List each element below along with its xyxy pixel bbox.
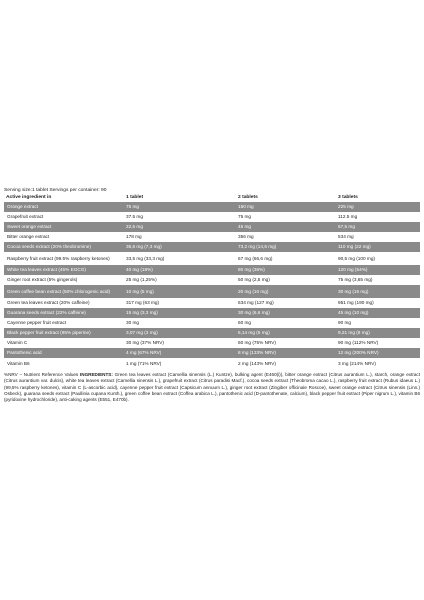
table-row — [4, 318, 420, 328]
table-row — [4, 338, 420, 348]
amount-1-tablet: 22,5 mg — [124, 222, 236, 232]
table-header — [4, 194, 420, 202]
table-body — [4, 202, 420, 370]
amount-2-tablets: 2 mg (143% NRV) — [236, 358, 336, 370]
amount-1-tablet: 15 mg (3,3 mg) — [124, 308, 236, 318]
table-row — [4, 308, 420, 318]
amount-1-tablet: 36,6 mg (7,3 mg) — [124, 242, 236, 252]
amount-1-tablet: 25 mg (1,25%) — [124, 275, 236, 285]
header-ingredient: Active ingredient in — [6, 195, 52, 200]
amount-2-tablets: 75 mg — [236, 212, 336, 222]
ingredient-name: Sweet orange extract — [4, 222, 124, 232]
amount-2-tablets: 20 mg (10 mg) — [236, 285, 336, 298]
amount-2-tablets: 50 mg (2,5 mg) — [236, 275, 336, 285]
ingredient-name: Pantothenic acid — [4, 348, 124, 358]
table-row — [4, 358, 420, 370]
supplement-facts — [4, 187, 420, 403]
table-row — [4, 212, 420, 222]
amount-3-tablets: 9,21 mg (9 mg) — [336, 328, 420, 338]
amount-1-tablet: 317 mg (63 mg) — [124, 298, 236, 308]
table-row — [4, 252, 420, 265]
amount-3-tablets: 225 mg — [336, 202, 420, 212]
amount-1-tablet: 30 mg (37% NRV) — [124, 338, 236, 348]
amount-2-tablets: 8 mg (133% NRV) — [236, 348, 336, 358]
amount-1-tablet: 1 mg (71% NRV) — [124, 358, 236, 370]
header-2-tablets: 2 tablets — [238, 195, 258, 200]
amount-3-tablets: 45 mg (10 mg) — [336, 308, 420, 318]
amount-3-tablets: 90 mg (112% NRV) — [336, 338, 420, 348]
amount-3-tablets: 12 mg (200% NRV) — [336, 348, 420, 358]
ingredient-name: Ginger root extract (5% gingerols) — [4, 275, 124, 285]
amount-3-tablets: 112.5 mg — [336, 212, 420, 222]
table-row — [4, 242, 420, 252]
amount-2-tablets: 60 mg — [236, 318, 336, 328]
ingredient-name: Cocoa seeds extract (20% theobromine) — [4, 242, 124, 252]
ingredient-name: Grapefruit extract — [4, 212, 124, 222]
amount-2-tablets: 150 mg — [236, 202, 336, 212]
ingredient-name: Vitamin C — [4, 338, 124, 348]
amount-1-tablet: 10 mg (5 mg) — [124, 285, 236, 298]
amount-1-tablet: 75 mg — [124, 202, 236, 212]
table-row — [4, 275, 420, 285]
amount-1-tablet: 178 mg — [124, 232, 236, 242]
ingredient-name: Orange extract — [4, 202, 124, 212]
ingredient-name: Raspberry fruit extract (99.5% raspberry ketones) — [4, 252, 124, 265]
nrv-note: %NRV – Nutrient Reference Values — [4, 372, 80, 377]
amount-1-tablet: 40 mg (18%) — [124, 265, 236, 275]
amount-2-tablets: 634 mg (127 mg) — [236, 298, 336, 308]
amount-1-tablet: 30 mg — [124, 318, 236, 328]
amount-3-tablets: 110 mg (22 mg) — [336, 242, 420, 252]
amount-2-tablets: 60 mg (75% NRV) — [236, 338, 336, 348]
amount-2-tablets: 45 mg — [236, 222, 336, 232]
amount-3-tablets: 67,5 mg — [336, 222, 420, 232]
amount-2-tablets: 67 mg (66,6 mg) — [236, 252, 336, 265]
amount-3-tablets: 534 mg — [336, 232, 420, 242]
table-row — [4, 222, 420, 232]
table-row — [4, 265, 420, 275]
amount-1-tablet: 3,07 mg (3 mg) — [124, 328, 236, 338]
ingredients-note — [4, 372, 420, 403]
ingredients-table — [4, 194, 420, 370]
amount-2-tablets: 80 mg (36%) — [236, 265, 336, 275]
ingredient-name: Black pepper fruit extract (95% piperine) — [4, 328, 124, 338]
amount-1-tablet: 37.5 mg — [124, 212, 236, 222]
amount-2-tablets: 30 mg (6,6 mg) — [236, 308, 336, 318]
table-row — [4, 285, 420, 298]
table-row — [4, 232, 420, 242]
amount-3-tablets: 75 mg (3,65 mg) — [336, 275, 420, 285]
amount-3-tablets: 30 mg (15 mg) — [336, 285, 420, 298]
table-row — [4, 202, 420, 212]
ingredients-list: Green tea leaves extract (Camellia sinensis (L.) Kuntze), bulking agent (E460(i)), bitter orange extract (Citrus aurantium L.), starch, orange extract (Citrus aurantium var. dulcis), white tea leaves extract (Camellia sinensis L.), grapefruit extract (Citrus paradisi Macf.), cocoa seeds extract (Theobroma cacao L.), raspberry fruit extract (Rubus idaeus L.)(99,5% raspberry ketones), vitamin C (L-ascorbic acid), cayenne pepper fruit extract (Capsicum annuum L.), ginger root extract (Zingiber officinale Roscoe), sweet orange extract (Citrus sinensis (Linn.) Osbeck), guarana seeds extract (Paullinia cupana Kunth.), green coffee bean extract (Coffea arabica L.), pantothenic acid (D-pantothenate, calcium), black pepper fruit extract (Piper nigrum L.), vitamin B6 (pyridoxine hydrochloride), anti-caking agents (E551, E470b). — [4, 372, 420, 403]
amount-3-tablets: 951 mg (190 mg) — [336, 298, 420, 308]
ingredient-name: White tea leaves extract (45% EGCG) — [4, 265, 124, 275]
ingredient-name: Green coffee bean extract (50% chlorogenic acid) — [4, 285, 124, 298]
ingredient-name: Guarana seeds extract (22% caffeine) — [4, 308, 124, 318]
table-row — [4, 348, 420, 358]
amount-3-tablets: 90,5 mg (100 mg) — [336, 252, 420, 265]
header-1-tablet: 1 tablet — [126, 195, 144, 200]
amount-3-tablets: 3 mg (214% NRV) — [336, 358, 420, 370]
header-3-tablets: 3 tablets — [338, 195, 358, 200]
amount-2-tablets: 73,2 mg (14,6 mg) — [236, 242, 336, 252]
table-row — [4, 328, 420, 338]
serving-info: Serving size:1 tablet Servings per container: 90 — [4, 188, 107, 193]
amount-3-tablets: 120 mg (54%) — [336, 265, 420, 275]
ingredient-name: Green tea leaves extract (20% caffeine) — [4, 298, 124, 308]
ingredient-name: Vitamin B6 — [4, 358, 124, 370]
ingredient-name: Bitter orange extract — [4, 232, 124, 242]
amount-1-tablet: 33,5 mg (33,3 mg) — [124, 252, 236, 265]
amount-1-tablet: 4 mg (67% NRV) — [124, 348, 236, 358]
ingredients-heading: INGREDIENTS: — [79, 372, 113, 377]
ingredient-name: Cayenne pepper fruit extract — [4, 318, 124, 328]
amount-2-tablets: 6,14 mg (6 mg) — [236, 328, 336, 338]
table-row — [4, 298, 420, 308]
amount-2-tablets: 356 mg — [236, 232, 336, 242]
amount-3-tablets: 90 mg — [336, 318, 420, 328]
